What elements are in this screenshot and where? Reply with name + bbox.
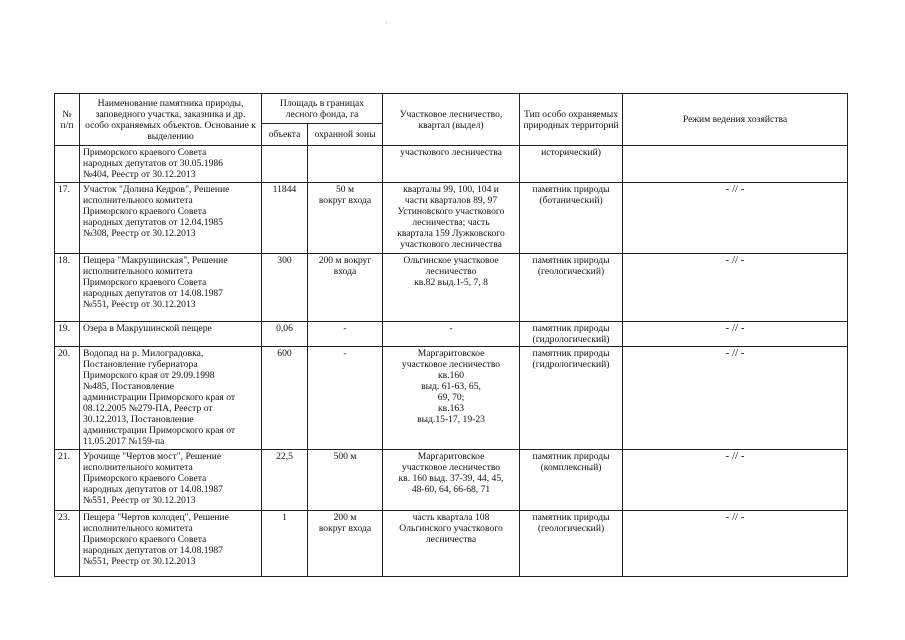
area-zone <box>308 450 383 511</box>
area-zone-line: 200 м вокруг <box>318 255 372 266</box>
object-name <box>80 322 262 347</box>
object-name <box>80 347 262 450</box>
object-name-line: администрации Приморского края от <box>83 425 236 436</box>
object-name-line: 30.12.2013, Постановление <box>83 414 194 425</box>
regime: - // - <box>623 450 848 511</box>
forestry-quarter <box>383 254 520 322</box>
object-name-line: исполнительного комитета <box>83 523 193 534</box>
header-area-object: объекта <box>262 124 308 146</box>
forestry-quarter-line: кв.160 <box>438 370 464 381</box>
area-zone <box>308 322 383 347</box>
forestry-quarter-line: кв. 160 выд. 37-39, 44, 45, <box>398 473 504 484</box>
area-zone-line: входа <box>333 266 357 277</box>
object-name-line: Приморского края от 29.09.1998 <box>83 370 215 381</box>
object-name-line: народных депутатов от 14.08.1987 <box>83 288 223 299</box>
protected-type-line: (ботанический) <box>539 195 603 206</box>
forestry-quarter-line: квартала 159 Лужковского <box>397 228 505 239</box>
protected-type-line: памятник природы <box>532 184 610 195</box>
object-name-line: №551, Реестр от 30.12.2013 <box>83 556 196 567</box>
forestry-quarter-line: участкового лесничества <box>400 147 502 158</box>
object-name-line: народных депутатов от 30.05.1986 <box>83 158 223 169</box>
area-object: 1 <box>262 511 308 577</box>
area-zone <box>308 183 383 254</box>
object-name-line: Участок "Долина Кедров", Решение <box>83 184 230 195</box>
protected-type <box>520 183 623 254</box>
forestry-quarter-line: участковое лесничество <box>401 462 501 473</box>
object-name <box>80 254 262 322</box>
regime: - // - <box>623 183 848 254</box>
forestry-quarter <box>383 183 520 254</box>
object-name-line: №308, Реестр от 30.12.2013 <box>83 228 196 239</box>
protected-type <box>520 450 623 511</box>
forestry-quarter-line: Ольгинское участковое <box>403 255 499 266</box>
object-name-line: Озера в Макрушинской пещере <box>83 323 212 334</box>
area-zone-line: 200 м <box>333 512 357 523</box>
area-object: 600 <box>262 347 308 450</box>
object-name-line: администрации Приморского края от <box>83 392 236 403</box>
object-name-line: Приморского краевого Совета <box>83 473 207 484</box>
object-name-line: Пещера "Чертов колодец", Решение <box>83 512 229 523</box>
forestry-quarter-line: участковое лесничество <box>401 359 501 370</box>
area-object: 0,06 <box>262 322 308 347</box>
forestry-quarter-line: Ольгинского участкового <box>399 523 503 534</box>
table-row <box>55 347 848 450</box>
row-number: 20. <box>55 347 80 450</box>
page-mark: · <box>385 18 389 29</box>
row-number: 18. <box>55 254 80 322</box>
object-name-line: Приморского краевого Совета <box>83 147 207 158</box>
forestry-quarter-line: участкового лесничества <box>400 239 502 250</box>
forestry-quarter <box>383 450 520 511</box>
forestry-quarter-line: кв.163 <box>438 403 464 414</box>
object-name-line: народных депутатов от 14.08.1987 <box>83 545 223 556</box>
header-forestry: Участковое лесничество, квартал (выдел) <box>383 94 520 146</box>
protected-type-line: исторический) <box>541 147 601 158</box>
forestry-quarter-line: лесничества; часть <box>412 217 490 228</box>
object-name-line: народных депутатов от 12.04.1985 <box>83 217 223 228</box>
protected-type <box>520 254 623 322</box>
object-name-line: Пещера "Макрушинская", Решение <box>83 255 228 266</box>
header-regime: Режим ведения хозяйства <box>623 94 848 146</box>
area-zone-line: - <box>343 348 347 359</box>
header-area: Площадь в границах лесного фонда, га <box>262 94 383 124</box>
object-name-line: Приморского краевого Совета <box>83 534 207 545</box>
forestry-quarter-line: лесничества <box>425 534 477 545</box>
object-name-line: исполнительного комитета <box>83 195 193 206</box>
forestry-quarter-line: часть квартала 108 <box>412 512 490 523</box>
table-row <box>55 450 848 511</box>
area-object: 300 <box>262 254 308 322</box>
protected-type-line: (гидрологический) <box>532 334 610 345</box>
forestry-quarter-line: Устиновского участкового <box>397 206 505 217</box>
object-name <box>80 183 262 254</box>
row-number: 19. <box>55 322 80 347</box>
protected-type-line: памятник природы <box>532 348 610 359</box>
row-number: 17. <box>55 183 80 254</box>
protected-type-line: (гидрологический) <box>532 359 610 370</box>
area-object <box>262 146 308 183</box>
table-row <box>55 146 848 183</box>
object-name-line: №404, Реестр от 30.12.2013 <box>83 169 196 180</box>
area-object: 11844 <box>262 183 308 254</box>
protected-type-line: памятник природы <box>532 451 610 462</box>
protected-type <box>520 511 623 577</box>
area-zone-line: вокруг входа <box>318 195 372 206</box>
object-name-line: Приморского краевого Совета <box>83 277 207 288</box>
forestry-quarter <box>383 511 520 577</box>
object-name <box>80 146 262 183</box>
protected-type-line: памятник природы <box>532 255 610 266</box>
regime: - // - <box>623 511 848 577</box>
object-name-line: 11.05.2017 №159-па <box>83 436 165 447</box>
protected-type <box>520 347 623 450</box>
forestry-quarter <box>383 322 520 347</box>
protected-areas-table <box>54 93 848 577</box>
area-zone <box>308 347 383 450</box>
object-name-line: №551, Реестр от 30.12.2013 <box>83 299 196 310</box>
table-row <box>55 511 848 577</box>
regime: - // - <box>623 254 848 322</box>
regime <box>623 146 848 183</box>
protected-type-line: (комплексный) <box>540 462 602 473</box>
table-row <box>55 254 848 322</box>
header-area-zone: охранной зоны <box>308 124 383 146</box>
header-name: Наименование памятника природы, заповедного участка, заказника и др. особо охраняемых объектов. Основание к выделению <box>80 94 262 146</box>
object-name <box>80 450 262 511</box>
protected-type <box>520 322 623 347</box>
object-name-line: 08.12.2005 №279-ПА, Реестр от <box>83 403 213 414</box>
forestry-quarter-line: выд.15-17, 19-23 <box>417 414 485 425</box>
protected-type <box>520 146 623 183</box>
area-zone-line: - <box>343 323 347 334</box>
forestry-quarter-line: выд. 61-63, 65, <box>421 381 481 392</box>
area-zone <box>308 254 383 322</box>
area-zone-line: 500 м <box>333 451 357 462</box>
object-name-line: народных депутатов от 14.08.1987 <box>83 484 223 495</box>
regime: - // - <box>623 322 848 347</box>
row-number: 23. <box>55 511 80 577</box>
object-name-line: №551, Реестр от 30.12.2013 <box>83 495 196 506</box>
protected-type-line: памятник природы <box>532 323 610 334</box>
forestry-quarter <box>383 347 520 450</box>
forestry-quarter <box>383 146 520 183</box>
row-number: 21. <box>55 450 80 511</box>
regime: - // - <box>623 347 848 450</box>
forestry-quarter-line: 69, 70; <box>437 392 465 403</box>
object-name-line: исполнительного комитета <box>83 462 193 473</box>
area-zone <box>308 146 383 183</box>
object-name-line: исполнительного комитета <box>83 266 193 277</box>
area-zone-line: 50 м <box>335 184 355 195</box>
area-object: 22,5 <box>262 450 308 511</box>
object-name-line: Постановление губернатора <box>83 359 198 370</box>
object-name-line: Приморского краевого Совета <box>83 206 207 217</box>
area-zone <box>308 511 383 577</box>
protected-type-line: (геологический) <box>537 266 605 277</box>
object-name-line: Урочище "Чертов мост", Решение <box>83 451 222 462</box>
protected-type-line: памятник природы <box>532 512 610 523</box>
table-row <box>55 183 848 254</box>
forestry-quarter-line: лесничество <box>425 266 477 277</box>
forestry-quarter-line: Маргаритовское <box>417 348 485 359</box>
object-name-line: №485, Постановление <box>83 381 175 392</box>
forestry-quarter-line: - <box>449 323 453 334</box>
forestry-quarter-line: 48-60, 64, 66-68, 71 <box>411 484 491 495</box>
header-type: Тип особо охраняемых природных территорий <box>520 94 623 146</box>
row-number <box>55 146 80 183</box>
object-name <box>80 511 262 577</box>
forestry-quarter-line: кварталы 99, 100, 104 и <box>403 184 499 195</box>
forestry-quarter-line: части кварталов 89, 97 <box>404 195 498 206</box>
object-name-line: Водопад на р. Милоградовка, <box>83 348 204 359</box>
forestry-quarter-line: Маргаритовское <box>417 451 485 462</box>
area-zone-line: вокруг входа <box>318 523 372 534</box>
header-num: № п/п <box>55 94 80 146</box>
table-row <box>55 322 848 347</box>
forestry-quarter-line: кв.82 выд.1-5, 7, 8 <box>414 277 488 288</box>
protected-type-line: (геологический) <box>537 523 605 534</box>
